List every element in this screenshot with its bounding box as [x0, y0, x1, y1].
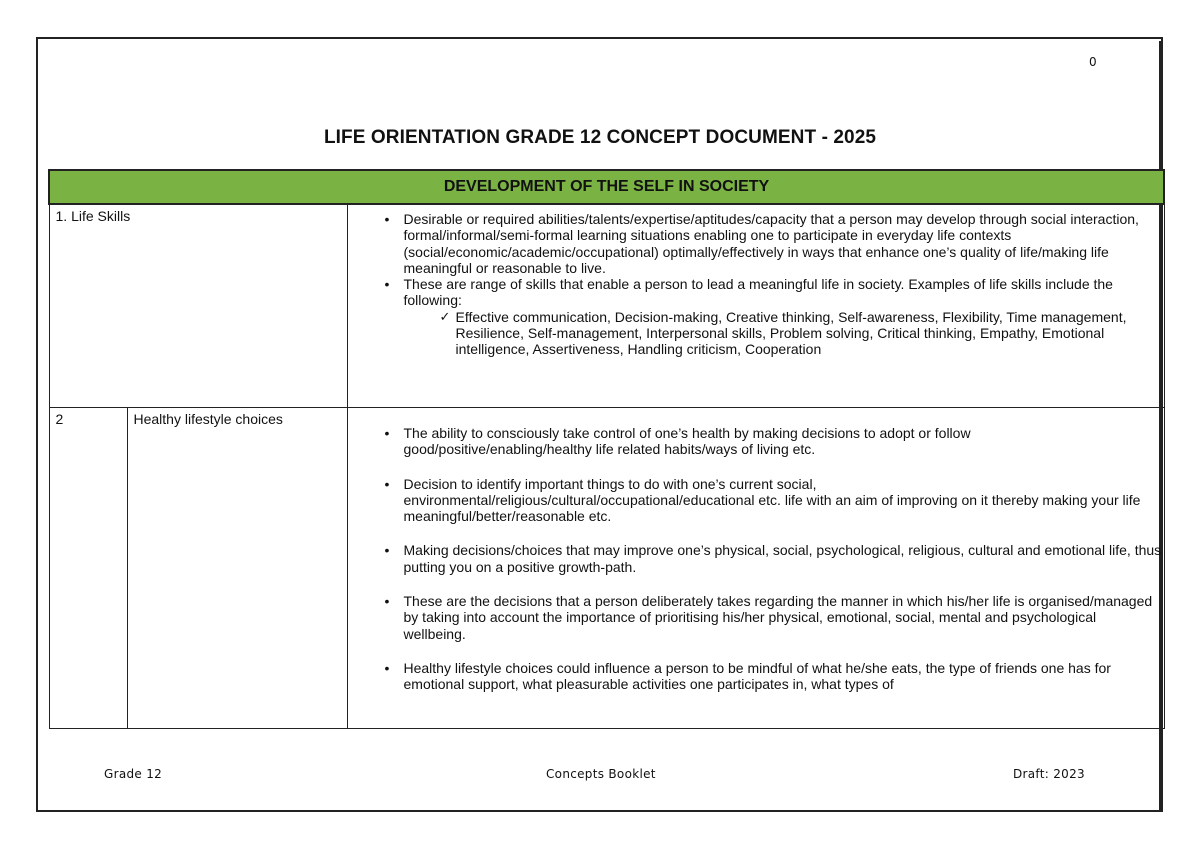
- concept-number: 2: [49, 408, 127, 729]
- footer-grade: Grade 12: [104, 767, 163, 781]
- page-number: 0: [1089, 55, 1097, 69]
- examples-list: [404, 309, 1162, 358]
- section-header-row: [49, 170, 1164, 204]
- document-title: LIFE ORIENTATION GRADE 12 CONCEPT DOCUMENT - 2025: [323, 127, 877, 148]
- concept-definition: [347, 408, 1164, 729]
- definition-list: [348, 425, 1164, 693]
- concept-term-healthy-lifestyle: Healthy lifestyle choices: [127, 408, 347, 729]
- footer-booklet: Concepts Booklet: [546, 767, 656, 781]
- section-header: DEVELOPMENT OF THE SELF IN SOCIETY: [49, 170, 1164, 204]
- definition-bullet: [348, 276, 1164, 357]
- footer-draft: Draft: 2023: [1013, 767, 1085, 781]
- concept-table: [48, 169, 1165, 729]
- examples-text: Effective communication, Decision-making, Creative thinking, Self-awareness, Flexibility, Time management, Resilience, Self-management, Interpersonal skills, Problem solving, Critical thinking, Empathy, Emotional intelligence, Assertiveness, Handling criticism, Cooperation: [455, 308, 1127, 358]
- table-row: [49, 408, 1164, 729]
- definition-bullet: • Decision to identify important things to do with one’s current social, environmental/religious/cultural/occupational/educational etc. life with an aim of improving on it thereby making your life meaningful/better/reasonable etc.: [348, 476, 1164, 525]
- definition-bullet: • Making decisions/choices that may improve one’s physical, social, psychological, religious, cultural and emotional life, thus putting you on a positive growth-path.: [348, 542, 1164, 575]
- definition-list: [348, 211, 1164, 358]
- checkmark-icon: ✓: [439, 308, 451, 324]
- definition-bullet: • Desirable or required abilities/talents/expertise/aptitudes/capacity that a person may develop through social interaction, formal/informal/semi-formal learning situations enabling one to participate in everyday life contexts (social/economic/academic/occupational) optimally/effectively in ways that enhance one’s quality of life/making life meaningful or reasonable to live.: [348, 211, 1164, 276]
- table-row: [49, 204, 1164, 408]
- definition-bullet: • Healthy lifestyle choices could influence a person to be mindful of what he/she eats, the type of friends one has for emotional support, what pleasurable activities one participates in, what types of: [348, 660, 1164, 693]
- concept-term-life-skills: 1. Life Skills: [49, 204, 347, 408]
- examples-item: [404, 309, 1162, 358]
- definition-bullet: • The ability to consciously take control of one’s health by making decisions to adopt or follow good/positive/enabling/healthy life related habits/ways of living etc.: [348, 425, 1164, 458]
- concept-definition: [347, 204, 1164, 408]
- definition-bullet: • These are the decisions that a person deliberately takes regarding the manner in which his/her life is organised/managed by taking into account the importance of prioritising his/her physical, emotional, social, mental and psychological wellbeing.: [348, 593, 1164, 642]
- definition-text: These are range of skills that enable a person to lead a meaningful life in society. Examples of life skills include the following:: [403, 276, 1113, 309]
